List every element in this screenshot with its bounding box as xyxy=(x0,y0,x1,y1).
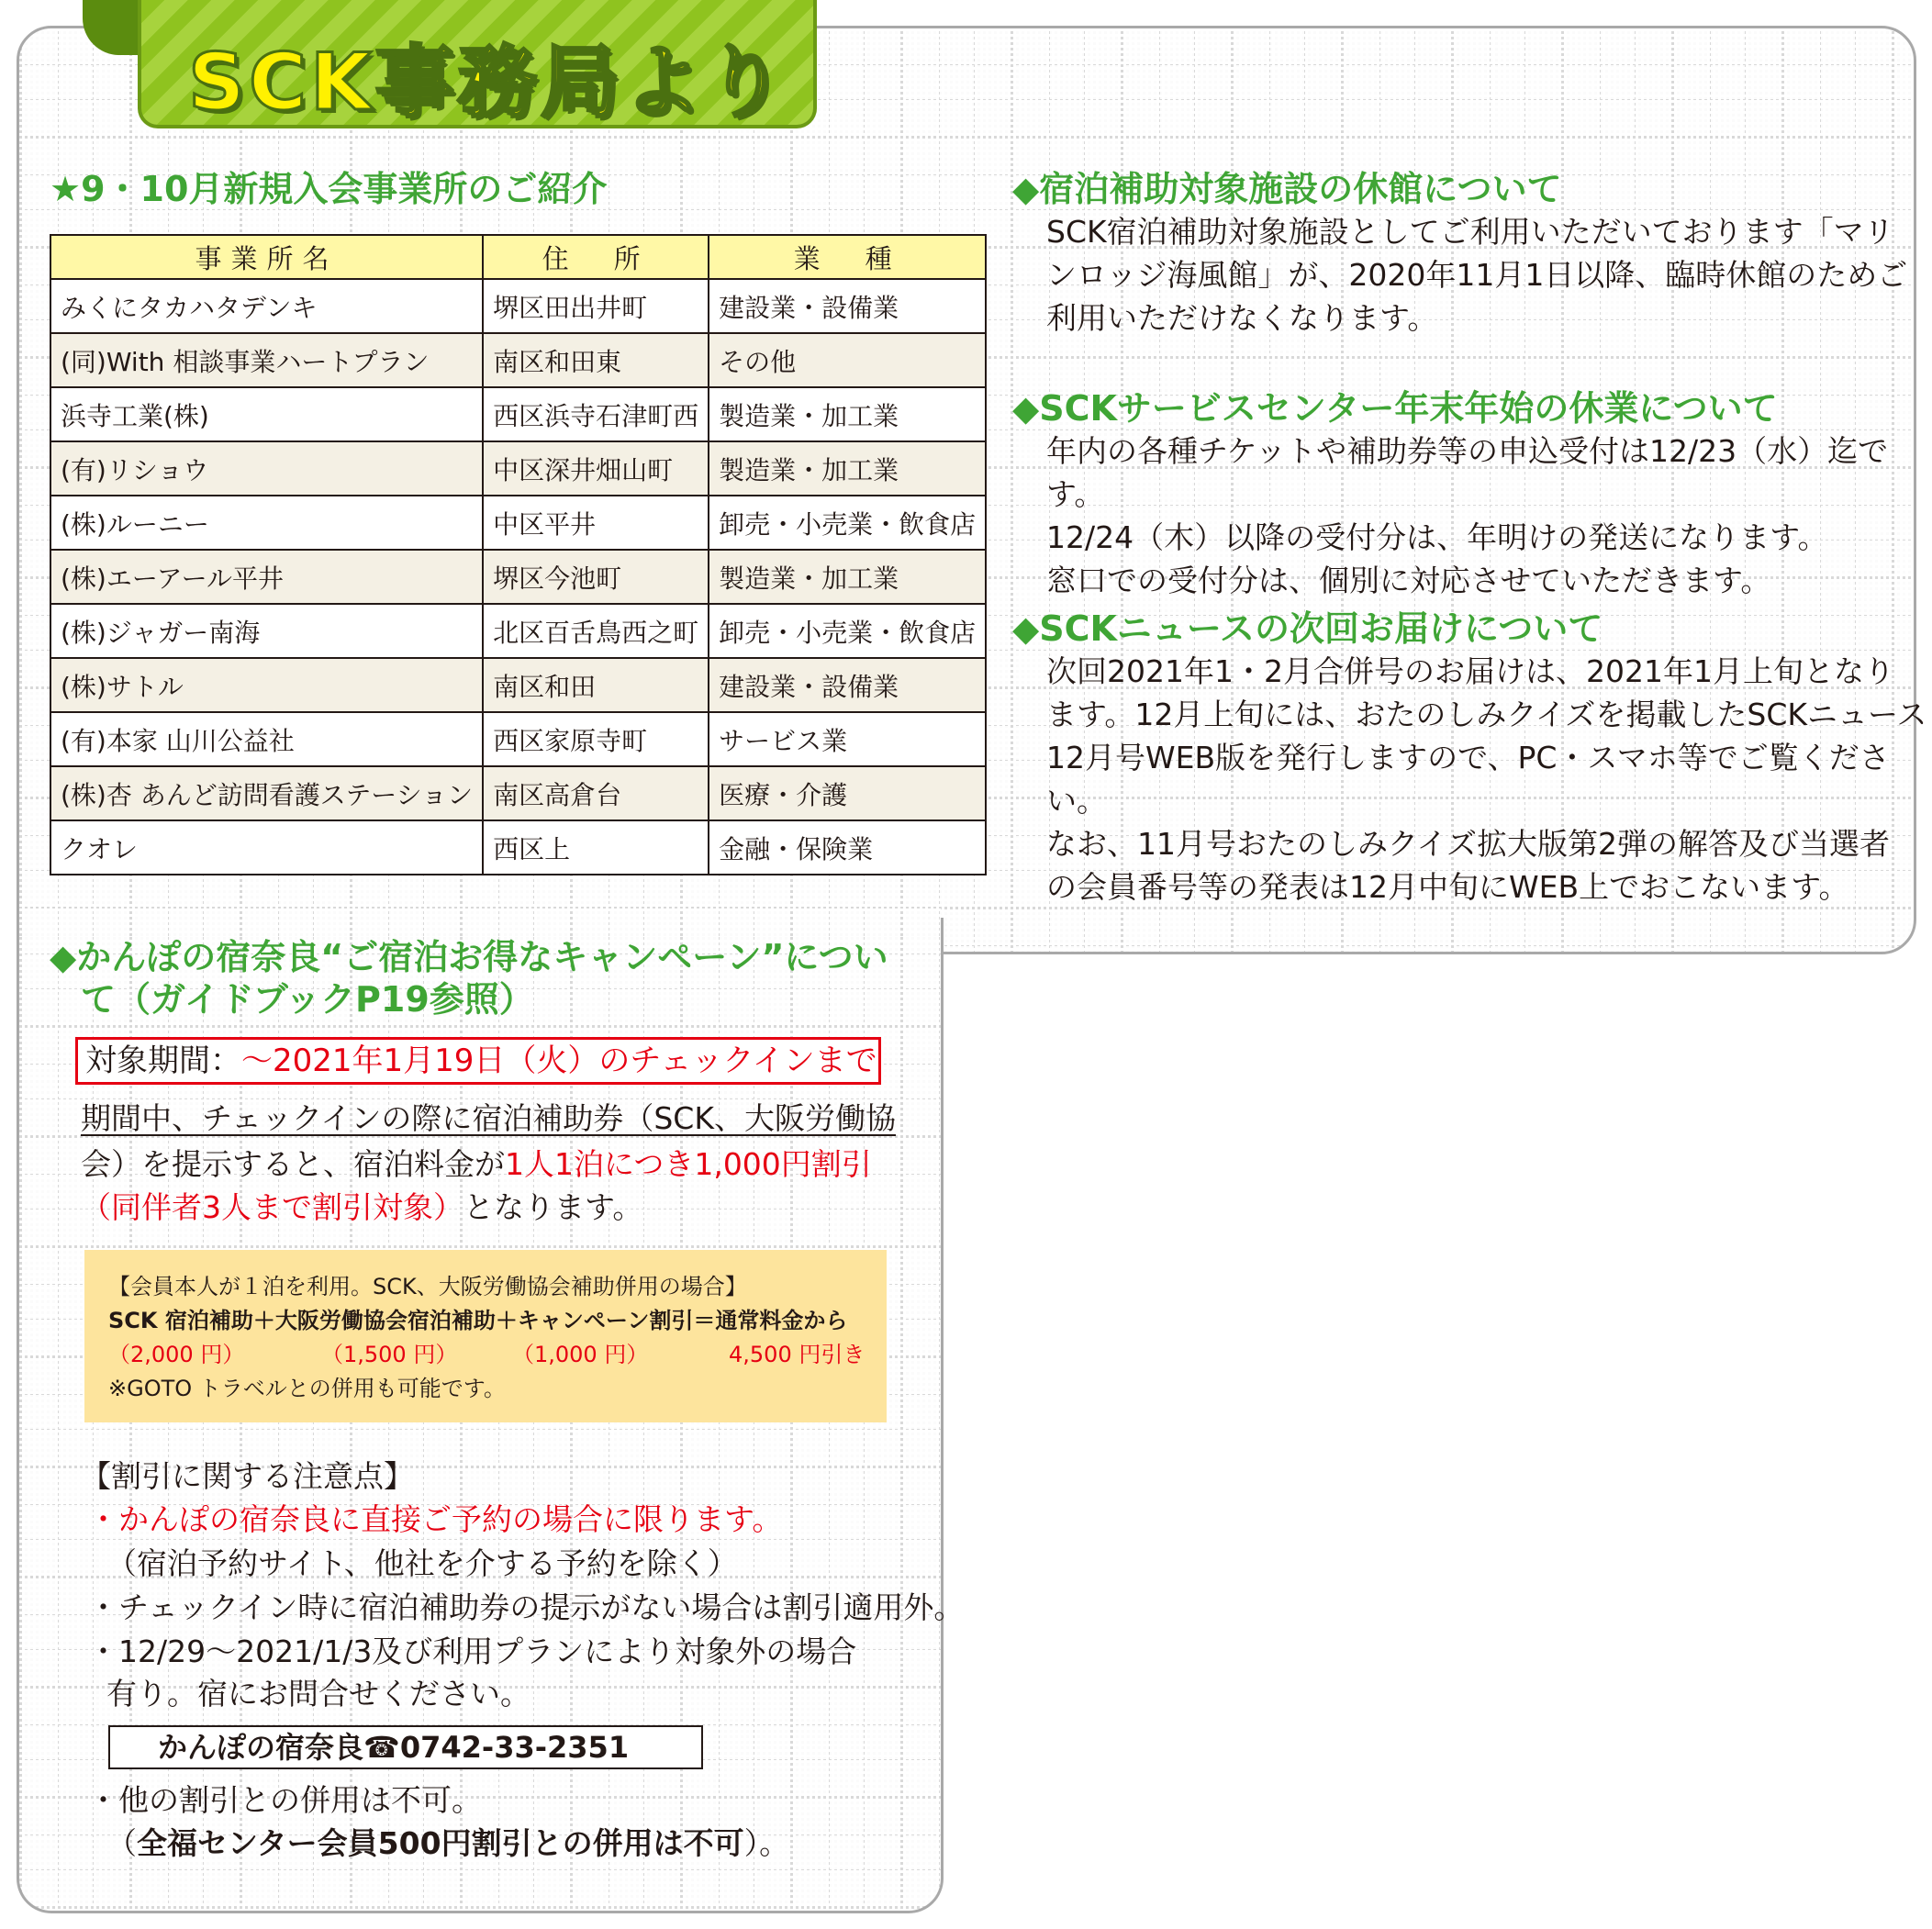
campaign-heading-line1: ◆かんぽの宿奈良“ご宿泊お得なキャンペーン”につい xyxy=(50,937,888,977)
panel-join xyxy=(19,909,941,936)
campaign-period-box xyxy=(75,1037,881,1085)
industry-cell: 卸売・小売業・飲食店 xyxy=(709,604,986,658)
company-name-cell: (株)エーアール平井 xyxy=(50,550,483,604)
company-name-cell: (株)ジャガー南海 xyxy=(50,604,483,658)
table-row xyxy=(50,550,986,604)
company-name-cell: (同)With 相談事業ハートプラン xyxy=(50,333,483,387)
address-cell: 西区浜寺石津町西 xyxy=(483,387,709,441)
phone-box: かんぽの宿奈良☎0742-33-2351 xyxy=(108,1725,703,1769)
calc-amounts xyxy=(108,1338,887,1372)
note-excluded-dates: ・12/29～2021/1/3及び利用プランにより対象外の場合 xyxy=(88,1634,857,1669)
address-cell: 中区深井畑山町 xyxy=(483,441,709,496)
company-name-cell: クオレ xyxy=(50,820,483,875)
paren-close: ）。 xyxy=(743,1825,790,1861)
campaign-heading-line2: て（ガイドブックP19参照） xyxy=(81,979,534,1020)
news-heading: ◆SCKニュースの次回お届けについて xyxy=(1012,608,1603,649)
address-cell: 堺区今池町 xyxy=(483,550,709,604)
calc-amount-campaign: （1,000 円） xyxy=(512,1342,649,1367)
calc-formula: SCK 宿泊補助＋大阪労働協会宿泊補助＋キャンペーン割引＝通常料金から xyxy=(108,1308,848,1333)
calc-amount-osaka: （1,500 円） xyxy=(321,1342,458,1367)
calc-amount-sck: （2,000 円） xyxy=(108,1342,245,1367)
table-row xyxy=(50,441,986,496)
campaign-desc-line1 xyxy=(81,1097,896,1140)
company-name-cell: 浜寺工業(株) xyxy=(50,387,483,441)
address-cell: 南区和田東 xyxy=(483,333,709,387)
industry-cell: 医療・介護 xyxy=(709,766,986,820)
closure-text: SCK宿泊補助対象施設としてご利用いただいております「マリ ンロッジ海風館」が、2020年11月1日以降、臨時休館のためご 利用いただけなくなります。 xyxy=(1046,214,1908,336)
industry-cell: その他 xyxy=(709,333,986,387)
calc-note: ※GOTO トラベルとの併用も可能です。 xyxy=(108,1376,506,1401)
address-cell: 北区百舌鳥西之町 xyxy=(483,604,709,658)
note-no-combination: ・他の割引との併用は不可。 xyxy=(88,1782,482,1818)
industry-cell: 製造業・加工業 xyxy=(709,550,986,604)
address-cell: 南区和田 xyxy=(483,658,709,712)
industry-cell: 製造業・加工業 xyxy=(709,441,986,496)
company-name-cell: みくにタカハタデンキ xyxy=(50,279,483,333)
table-row xyxy=(50,712,986,766)
note-no-combination-bold: 全福センター会員500円割引との併用は不可 xyxy=(137,1825,744,1861)
industry-cell: サービス業 xyxy=(709,712,986,766)
company-name-cell: (有)リショウ xyxy=(50,441,483,496)
calc-amount-total: 4,500 円引き xyxy=(729,1342,865,1367)
note-no-combination-sub xyxy=(106,1822,789,1865)
period-value: ～2021年1月19日（火）のチェックインまで xyxy=(241,1043,877,1079)
discount-calculation-box xyxy=(84,1250,887,1422)
company-name-cell: (有)本家 山川公益社 xyxy=(50,712,483,766)
desc-line2-b: 1人1泊につき1,000円割引 xyxy=(505,1146,872,1182)
industry-cell: 卸売・小売業・飲食店 xyxy=(709,496,986,550)
table-row xyxy=(50,387,986,441)
table-row xyxy=(50,604,986,658)
table-row xyxy=(50,496,986,550)
address-cell: 堺区田出井町 xyxy=(483,279,709,333)
holiday-heading: ◆SCKサービスセンター年末年始の休業について xyxy=(1012,388,1778,429)
table-row xyxy=(50,279,986,333)
column-header: 住 所 xyxy=(483,235,709,279)
industry-cell: 製造業・加工業 xyxy=(709,387,986,441)
desc-line3-b: となります。 xyxy=(463,1189,643,1225)
note-direct-booking: ・かんぽの宿奈良に直接ご予約の場合に限ります。 xyxy=(88,1501,783,1537)
table-row xyxy=(50,658,986,712)
notes-heading: 【割引に関する注意点】 xyxy=(81,1458,414,1494)
calc-title: 【会員本人が１泊を利用。SCK、大阪労働協会補助併用の場合】 xyxy=(108,1274,747,1299)
address-cell: 中区平井 xyxy=(483,496,709,550)
new-members-table xyxy=(50,234,987,875)
address-cell: 西区上 xyxy=(483,820,709,875)
note-direct-booking-sub: （宿泊予約サイト、他社を介する予約を除く） xyxy=(106,1545,738,1581)
company-name-cell: (株)サトル xyxy=(50,658,483,712)
note-voucher-required: ・チェックイン時に宿泊補助券の提示がない場合は割引適用外。 xyxy=(88,1589,965,1625)
period-label: 対象期間： xyxy=(85,1043,241,1079)
industry-cell: 建設業・設備業 xyxy=(709,658,986,712)
paren-open: （ xyxy=(106,1825,137,1861)
note-excluded-dates-sub: 有り。宿にお問合せください。 xyxy=(106,1676,530,1712)
company-name-cell: (株)ルーニー xyxy=(50,496,483,550)
table-row xyxy=(50,820,986,875)
desc-line3-a: （同伴者3人まで割引対象） xyxy=(81,1189,463,1225)
table-row xyxy=(50,333,986,387)
page-title: SCK事務局より xyxy=(188,37,788,128)
table-header-row xyxy=(50,235,986,279)
holiday-text: 年内の各種チケットや補助券等の申込受付は12/23（水）迄です。 12/24（木）以降の受付分は、年明けの発送になります。 窓口での受付分は、個別に対応させていただきます。 xyxy=(1046,433,1889,598)
address-cell: 西区家原寺町 xyxy=(483,712,709,766)
desc-line2-a: 会）を提示すると、宿泊料金が xyxy=(81,1146,505,1182)
campaign-desc-line2 xyxy=(81,1143,872,1186)
campaign-desc-line3 xyxy=(81,1186,642,1229)
desc-line1: 期間中、チェックインの際に宿泊補助券（SCK、大阪労働協 xyxy=(81,1100,896,1136)
closure-heading: ◆宿泊補助対象施設の休館について xyxy=(1012,169,1562,209)
address-cell: 南区高倉台 xyxy=(483,766,709,820)
industry-cell: 建設業・設備業 xyxy=(709,279,986,333)
column-header: 事業所名 xyxy=(50,235,483,279)
news-text: 次回2021年1・2月合併号のお届けは、2021年1月上旬となり ます。12月上旬には、おたのしみクイズを掲載したSCKニュース 12月号WEB版を発行しますので、PC・スマホ等でご覧ください。 なお、11月号おたのしみクイズ拡大版第2弾の解答及び当選者 の会員番号等の発表は12月中旬にWEB上でおこないます。 xyxy=(1046,653,1927,905)
table-row xyxy=(50,766,986,820)
industry-cell: 金融・保険業 xyxy=(709,820,986,875)
company-name-cell: (株)杏 あんど訪問看護ステーション xyxy=(50,766,483,820)
column-header: 業 種 xyxy=(709,235,986,279)
new-members-heading: ★9・10月新規入会事業所のご紹介 xyxy=(50,169,608,209)
